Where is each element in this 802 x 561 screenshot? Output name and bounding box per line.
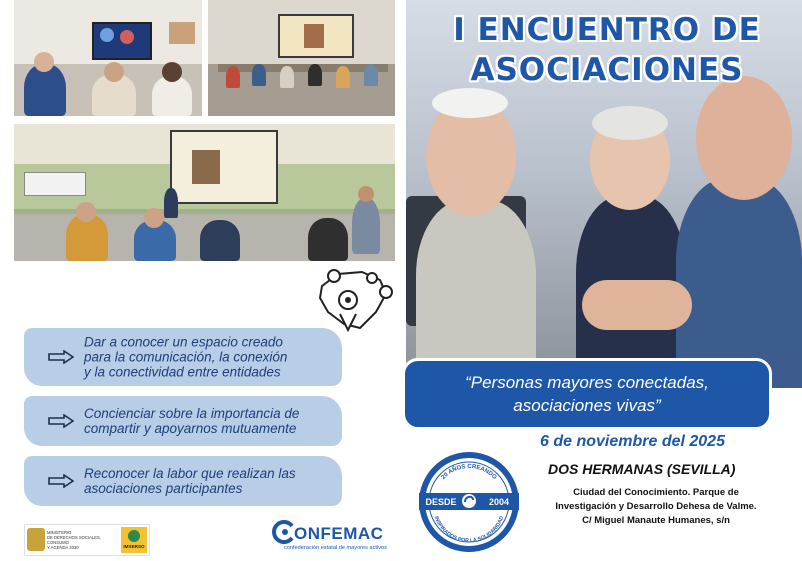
objective-line: Reconocer la labor que realizan las <box>84 466 296 481</box>
event-title-line2: ASOCIACIONES <box>470 52 744 88</box>
photo-workshop-left <box>14 0 202 116</box>
imserso-label: IMSERSO <box>123 544 145 549</box>
event-title <box>422 10 792 90</box>
address-line2: Investigación y Desarrollo Dehesa de Valme. <box>555 501 757 512</box>
event-address <box>536 486 776 528</box>
imserso-logo <box>121 527 147 553</box>
badge-bottom-text: INSPIRADOS POR LA SOLIDARIDAD <box>432 515 506 545</box>
government-logos <box>24 524 150 556</box>
objective-line: y la conectividad entre entidades <box>84 364 281 380</box>
map-connections-icon <box>314 264 400 336</box>
objective-item <box>24 328 342 386</box>
address-line3: C/ Miguel Manaute Humanes, s/n <box>582 515 730 526</box>
objective-line: para la comunicación, la conexión <box>84 349 288 365</box>
badge-top-text: 20 AÑOS CREANDO <box>440 463 498 481</box>
objective-line: compartir y apoyarnos mutuamente <box>84 421 297 436</box>
confemac-c-icon <box>272 520 296 544</box>
photo-workshop-room <box>208 0 395 116</box>
anniversary-badge <box>417 450 521 554</box>
event-title-line1: I ENCUENTRO DE <box>453 12 761 48</box>
arrow-right-icon <box>48 350 74 364</box>
photo-presentation <box>14 124 395 261</box>
arrow-right-icon <box>48 414 74 428</box>
confemac-name: ONFEMAC <box>294 524 384 543</box>
badge-right-label: 2004 <box>488 497 510 507</box>
objective-line: Dar a conocer un espacio creado <box>84 334 283 350</box>
badge-left-label: DESDE <box>425 497 457 507</box>
objective-line: Concienciar sobre la importancia de <box>84 406 300 421</box>
slogan-line1: “Personas mayores conectadas, <box>465 373 709 392</box>
confemac-tagline: confederación estatal de mayores activos <box>284 545 387 551</box>
ministry-line3: Y AGENDA 2030 <box>47 545 79 550</box>
event-city: DOS HERMANAS (SEVILLA) <box>548 461 736 477</box>
event-date: 6 de noviembre del 2025 <box>540 433 725 450</box>
slogan-line2: asociaciones vivas” <box>513 396 661 415</box>
slogan-box <box>402 358 772 430</box>
address-line1: Ciudad del Conocimiento. Parque de <box>573 487 739 498</box>
objective-line: asociaciones participantes <box>84 481 243 496</box>
arrow-right-icon <box>48 474 74 488</box>
objective-item <box>24 396 342 446</box>
spain-coat-of-arms-icon <box>27 528 45 551</box>
imserso-icon <box>128 530 140 542</box>
ministry-line2: DE DERECHOS SOCIALES, CONSUMO <box>47 535 101 545</box>
objective-item <box>24 456 342 506</box>
ministry-line1: MINISTERIO <box>47 530 72 535</box>
